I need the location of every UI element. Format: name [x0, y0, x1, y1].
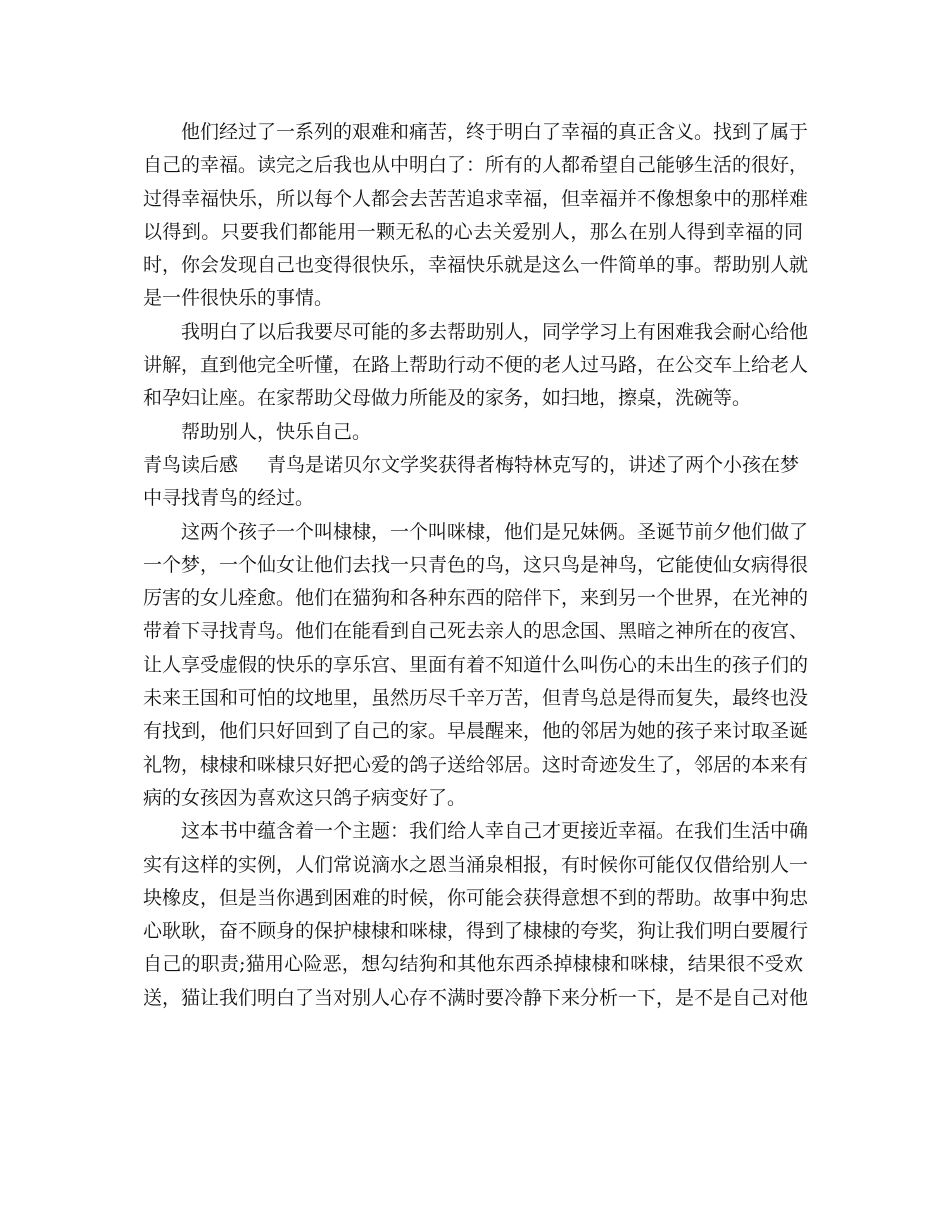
text-line: 这本书中蕴含着一个主题：我们给人幸自己才更接近幸福。在我们生活中确 [181, 820, 809, 843]
text-line: 带着下寻找青鸟。他们在能看到自己死去亲人的思念国、黑暗之神所在的夜宫、 [143, 620, 809, 643]
text-line: 他们经过了一系列的艰难和痛苦，终于明白了幸福的真正含义。找到了属于 [181, 121, 809, 143]
text-line: 我明白了以后我要尽可能的多去帮助别人，同学学习上有困难我会耐心给他 [181, 320, 809, 343]
text-line: 时，你会发现自己也变得很快乐，幸福快乐就是这么一件简单的事。帮助别人就 [143, 254, 809, 277]
text-line: 厉害的女儿痊愈。他们在猫狗和各种东西的陪伴下，来到另一个世界，在光神的 [143, 587, 809, 610]
text-line: 让人享受虚假的快乐的享乐宫、里面有着不知道什么叫伤心的未出生的孩子们的 [143, 653, 809, 676]
text-line: 心耿耿，奋不顾身的保护棣棣和咪棣，得到了棣棣的夸奖，狗让我们明白要履行 [143, 920, 809, 943]
text-line: 一个梦，一个仙女让他们去找一只青色的鸟，这只鸟是神鸟，它能使仙女病得很 [143, 553, 809, 576]
text-line: 实有这样的实例，人们常说滴水之恩当涌泉相报，有时候你可能仅仅借给别人一 [143, 853, 809, 876]
text-line: 是一件很快乐的事情。 [143, 287, 334, 310]
text-line: 块橡皮，但是当你遇到困难的时候，你可能会获得意想不到的帮助。故事中狗忠 [143, 886, 809, 909]
text-line: 有找到，他们只好回到了自己的家。早晨醒来，他的邻居为她的孩子来讨取圣诞 [143, 720, 809, 743]
text-line: 这两个孩子一个叫棣棣，一个叫咪棣，他们是兄妹俩。圣诞节前夕他们做了 [181, 520, 809, 543]
text-line: 自己的职责;猫用心险恶，想勾结狗和其他东西杀掉棣棣和咪棣，结果很不受欢 [143, 953, 803, 976]
text-line: 帮助别人，快乐自己。 [181, 420, 372, 443]
text-line: 未来王国和可怕的坟地里，虽然历尽千辛万苦，但青鸟总是得而复失，最终也没 [143, 687, 809, 710]
text-line: 以得到。只要我们都能用一颗无私的心去关爱别人，那么在别人得到幸福的同 [143, 220, 803, 243]
text-line: 自己的幸福。读完之后我也从中明白了：所有的人都希望自己能够生活的很好， [143, 154, 809, 177]
text-line: 礼物，棣棣和咪棣只好把心爱的鸽子送给邻居。这时奇迹发生了，邻居的本来有 [143, 753, 809, 776]
text-line: 过得幸福快乐，所以每个人都会去苦苦追求幸福，但幸福并不像想象中的那样难 [143, 187, 809, 210]
text-line: 讲解，直到他完全听懂，在路上帮助行动不便的老人过马路，在公交车上给老人 [143, 354, 809, 377]
text-line: 中寻找青鸟的经过。 [143, 487, 315, 510]
title-line [143, 449, 803, 482]
text-line: 青鸟是诺贝尔文学奖获得者梅特林克写的，讲述了两个小孩在梦 [267, 453, 800, 476]
article-body [143, 116, 809, 1015]
text-line: 和孕妇让座。在家帮助父母做力所能及的家务，如扫地，擦桌，洗碗等。 [143, 387, 752, 410]
text-line: 病的女孩因为喜欢这只鸽子病变好了。 [143, 786, 467, 809]
text-line: 送，猫让我们明白了当对别人心存不满时要冷静下来分析一下，是不是自己对他 [143, 986, 809, 1009]
article-title: 青鸟读后感 [143, 453, 239, 476]
